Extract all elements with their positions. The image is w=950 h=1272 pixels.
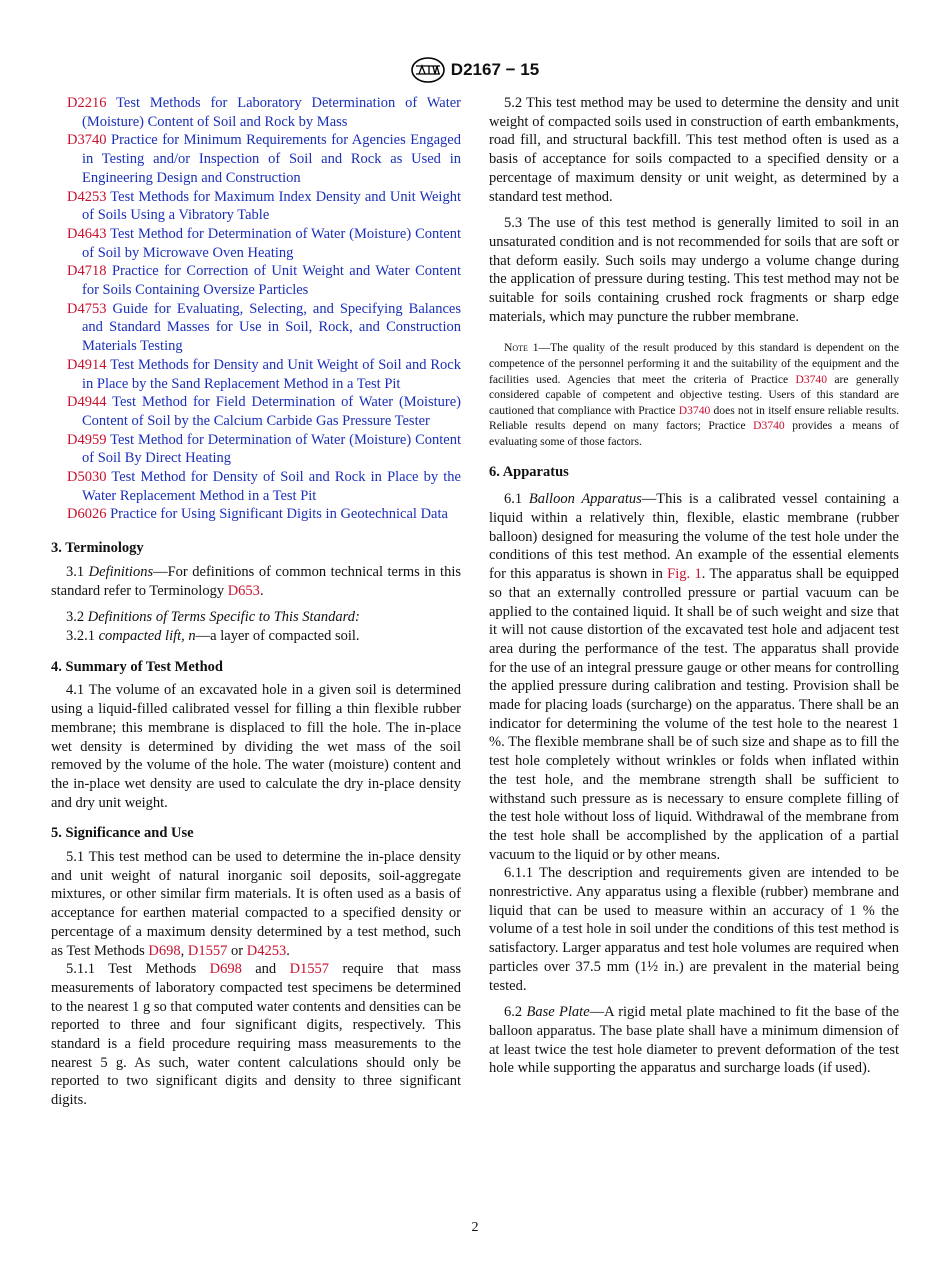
link-fig-1[interactable]: Fig. 1 [667,566,702,583]
reference-item[interactable] [51,131,461,187]
link-d3740[interactable]: D3740 [753,419,785,433]
reference-title: Practice for Using Significant Digits in Geotechnical Data [110,506,448,523]
astm-logo-icon [411,57,445,83]
reference-item[interactable] [51,505,461,524]
reference-title: Test Methods for Maximum Index Density and Unit Weight of Soils Using a Vibratory Table [82,188,461,224]
link-d4253[interactable]: D4253 [246,942,287,959]
section-heading-significance: 5. Significance and Use [51,825,194,842]
reference-code[interactable]: D3740 [67,132,107,149]
reference-title: Practice for Correction of Unit Weight and Water Content for Soils Containing Oversize Particles [82,263,462,299]
document-designation: D2167 − 15 [450,60,540,79]
left-column [51,94,461,1115]
reference-code[interactable]: D4253 [67,188,107,205]
note-1: Note 1—The quality of the result produced by this standard is dependent on the competence of the personnel performing it and the suitability of the equipment and the facilities used. Agencies that meet the criteria of Practice D3740 are generally considered capable of competent and objective testing. Users of this standard are cautioned that compliance with Practice D3740 does not in itself ensure reliable results. Reliable results depend on many factors; Practice D3740 provides a means of evaluating some of those factors. [489,341,899,448]
paragraph-3-2-1: 3.2.1 compacted lift, n—a layer of compacted soil. [66,627,360,644]
link-d653[interactable]: D653 [227,582,260,599]
paragraph-5-1: 5.1 This test method can be used to determine the in-place density and unit weight of natural inorganic soil deposits, soil-aggregate mixtures, or other similar firm materials. It is often used as a basis of acceptance for earthen material compacted to a specified density or percentage of a maximum density determined by a test method, such as Test Methods D698, D1557 or D4253. [51,849,461,959]
reference-item[interactable] [51,468,461,505]
reference-code[interactable]: D4959 [67,431,107,448]
reference-item[interactable] [51,225,461,262]
reference-item[interactable] [51,356,461,393]
link-d1557[interactable]: D1557 [289,961,330,978]
page-header [0,55,950,85]
link-d3740[interactable]: D3740 [678,403,711,417]
right-column [489,94,899,1083]
link-d1557[interactable]: D1557 [187,942,228,959]
reference-code[interactable]: D4718 [67,263,107,280]
reference-item[interactable] [51,431,461,468]
reference-title: Test Method for Determination of Water (Moisture) Content of Soil By Direct Heating [82,431,461,467]
reference-item[interactable] [51,262,461,299]
section-heading-summary: 4. Summary of Test Method [51,658,223,675]
reference-code[interactable]: D5030 [67,469,107,486]
reference-item[interactable] [51,393,461,430]
reference-code[interactable]: D4753 [67,300,107,317]
reference-title: Practice for Minimum Requirements for Agencies Engaged in Testing and/or Inspection of Soil and Rock as Used in Engineering Design and Construction [82,132,461,186]
page-number: 2 [471,1220,479,1235]
section-heading-terminology: 3. Terminology [51,540,144,557]
reference-title: Test Methods for Density and Unit Weight of Soil and Rock in Place by the Sand Replacement Method in a Test Pit [82,356,461,392]
paragraph-6-1-1: 6.1.1 The description and requirements given are intended to be nonrestrictive. Any apparatus using a flexible (rubber) membrane and liquid that can be used to measure within an accuracy of 1 % the volume of a test hole in soil under the conditions of this test method is satisfactory. Larger apparatus and test hole volumes are required when particles over 37.5 mm (1½ in.) are prevalent in the material being tested. [489,865,899,994]
link-d698[interactable]: D698 [148,942,181,959]
reference-item[interactable] [51,300,461,356]
reference-code[interactable]: D4643 [67,225,107,242]
reference-code[interactable]: D4914 [67,356,107,373]
reference-code[interactable]: D6026 [67,506,107,523]
paragraph-3-1: 3.1 Definitions—For definitions of common technical terms in this standard refer to Terminology D653. [51,563,462,599]
reference-code[interactable]: D2216 [67,95,107,111]
reference-title: Guide for Evaluating, Selecting, and Specifying Balances and Standard Masses for Use in Soil, Rock, and Construction Materials Testing [82,300,461,355]
reference-item[interactable] [51,94,461,131]
reference-item[interactable] [51,188,461,225]
paragraph-4-1: 4.1 The volume of an excavated hole in a given soil is determined using a liquid-filled calibrated vessel for filling a thin flexible rubber membrane; this membrane is displaced to fill the hole. The in-place wet density is determined by dividing the wet mass of the soil removed by the volume of the hole. The water (moisture) content and the in-place wet density are used to calculate the dry in-place density and dry unit weight. [51,682,461,811]
paragraph-5-2: 5.2 This test method may be used to determine the density and unit weight of compacted soils used in construction of earth embankments, road fill, and structural backfill. This test method often is used as a basis of acceptance for soils compacted to a specified density or a percentage of maximum density or unit weight, as determined by a standard test method. [489,95,899,205]
paragraph-5-1-1: 5.1.1 Test Methods D698 and D1557 require that mass measurements of laboratory compacted test specimens be determined to the nearest 1 g so that computed water contents and densities can be reported to three and four significant digits, respectively. This standard is a field procedure requiring mass measurements to the nearest 5 g. As such, water content calculations should only be reported to two significant digits and density to three significant digits. [51,961,462,1109]
reference-title: Test Method for Determination of Water (Moisture) Content of Soil by Microwave Oven Heating [82,225,461,261]
reference-code[interactable]: D4944 [67,394,107,411]
section-heading-apparatus: 6. Apparatus [489,463,569,480]
reference-title: Test Methods for Laboratory Determination of Water (Moisture) Content of Soil and Rock by Mass [82,95,461,130]
paragraph-5-3: 5.3 The use of this test method is generally limited to soil in an unsaturated condition and is not recommended for soils that are soft or that deform easily. Such soils may undergo a volume change during the application of pressure during testing. This test method may not be suitable for soils containing crushed rock fragments or sharp edge materials, which may puncture the rubber membrane. [489,215,899,325]
link-d3740[interactable]: D3740 [795,372,828,386]
paragraph-6-2: 6.2 Base Plate—A rigid metal plate machined to fit the base of the balloon apparatus. The base plate shall have a minimum dimension of at least twice the test hole diameter to prevent deformation of the test hole while supporting the apparatus and surcharge loads (if used). [489,1004,900,1077]
reference-title: Test Method for Field Determination of Water (Moisture) Content of Soil by the Calcium Carbide Gas Pressure Tester [82,394,461,429]
paragraph-3-2: 3.2 Definitions of Terms Specific to This Standard: [66,609,360,626]
link-d698[interactable]: D698 [209,961,242,978]
paragraph-6-1: 6.1 Balloon Apparatus—This is a calibrated vessel containing a liquid within a relatively thin, flexible, elastic membrane (rubber balloon) designed for measuring the volume of the test hole under the conditions of this test method. An example of the essential elements for this apparatus is shown in Fig. 1. The apparatus shall be equipped so that an externally controlled pressure or partial vacuum can be applied to the contained liquid. It shall be of such weight and size that it will not cause distortion of the excavated test hole and adjacent test area during the performance of the test. The apparatus shall provide for the use of an integral pressure gauge or other means for controlling the applied pressure during calibration and testing. Provision shall be made for placing loads (surcharge) on the apparatus. There shall be an indicator for determining the volume of the test hole to the nearest 1 %. The flexible membrane shall be of such size and shape as to fill the test hole completely without wrinkles or folds when inflated within the test hole, and the membrane strength shall be sufficient to withstand such pressure as is necessary to ensure complete filling of the test hole without loss of liquid. Withdrawal of the membrane from the test hole shall be accomplished by the application of a partial vacuum to the liquid or by other means. [489,491,900,863]
reference-title: Test Method for Density of Soil and Rock in Place by the Water Replacement Method in a Test Pit [82,469,461,504]
